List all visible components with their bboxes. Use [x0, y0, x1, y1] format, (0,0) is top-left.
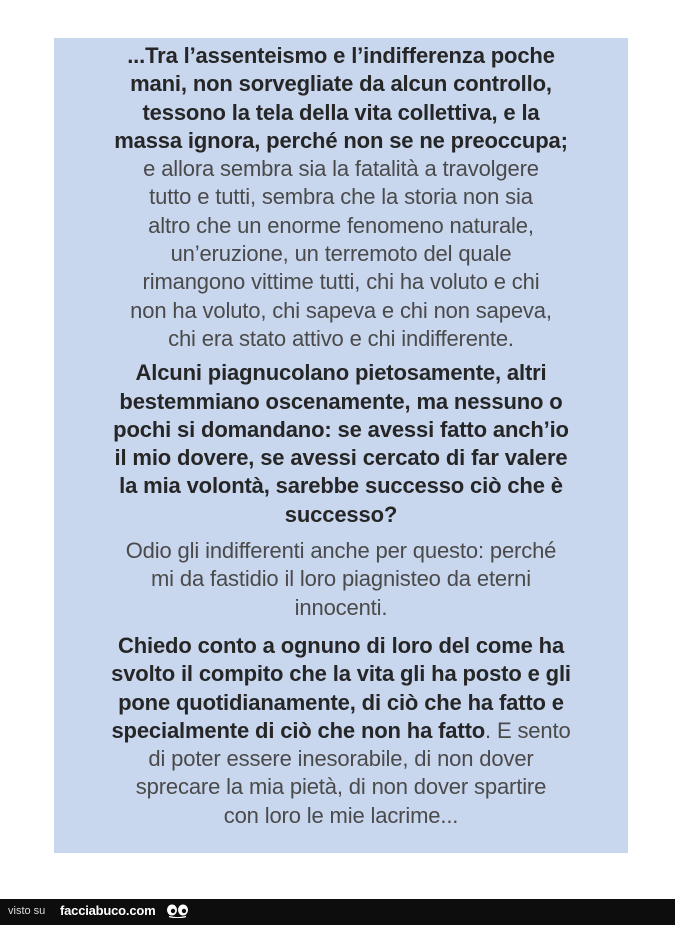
brand-link[interactable]: facciabuco.com	[60, 903, 156, 918]
watermark-bar	[0, 899, 675, 925]
eyes-icon	[166, 904, 190, 918]
text-line: con loro le mie lacrime...	[223, 802, 459, 828]
text-span-normal: . E sento	[485, 717, 571, 743]
paragraph-1-normal	[64, 155, 618, 353]
text-line: altro che un enorme fenomeno naturale,	[148, 212, 534, 238]
text-line: massa ignora, perché non se ne preoccupa;	[114, 127, 568, 153]
text-line-mixed	[64, 717, 618, 745]
text-line: Chiedo conto a ognuno di loro del come ha	[117, 632, 565, 658]
text-line: chi era stato attivo e chi indifferente.	[168, 325, 514, 351]
text-line: Alcuni piagnucolano pietosamente, altri	[135, 360, 547, 386]
paragraph-4	[64, 632, 618, 830]
paragraph-3-normal	[64, 537, 618, 622]
seen-on-label: visto su	[8, 905, 46, 917]
text-line: e allora sembra sia la fatalità a travolgere	[143, 156, 539, 182]
text-line: sprecare la mia pietà, di non dover spartire	[135, 774, 547, 800]
text-line: pone quotidianamente, di ciò che ha fatto e	[118, 689, 564, 715]
text-line: Odio gli indifferenti anche per questo: perché	[125, 538, 557, 564]
text-line: pochi si domandano: se avessi fatto anch’io	[113, 416, 569, 442]
paragraph-2-bold	[64, 359, 618, 529]
text-line: di poter essere inesorabile, di non dover	[148, 746, 534, 772]
text-span-bold: specialmente di ciò che non ha fatto	[111, 717, 486, 743]
text-line: tessono la tela della vita collettiva, e la	[142, 99, 540, 125]
text-line: successo?	[284, 501, 398, 527]
text-line: rimangono vittime tutti, chi ha voluto e chi	[142, 269, 540, 295]
paragraph-1-bold	[64, 42, 618, 155]
text-line: la mia volontà, sarebbe successo ciò che è	[119, 473, 563, 499]
text-line: mi da fastidio il loro piagnisteo da eterni	[151, 566, 531, 592]
text-line: il mio dovere, se avessi cercato di far valere	[114, 445, 568, 471]
text-line: svolto il compito che la vita gli ha posto e gli	[111, 661, 571, 687]
text-line: ...Tra l’assenteismo e l’indifferenza poche	[127, 43, 555, 68]
text-line: tutto e tutti, sembra che la storia non sia	[149, 184, 533, 210]
text-line: innocenti.	[294, 594, 388, 620]
text-line: non ha voluto, chi sapeva e chi non sapeva,	[130, 297, 552, 323]
text-line: bestemmiano oscenamente, ma nessuno o	[119, 388, 563, 414]
quote-panel	[54, 38, 628, 853]
text-line: un’eruzione, un terremoto del quale	[170, 241, 512, 267]
text-line: mani, non sorvegliate da alcun controllo,	[130, 71, 552, 97]
